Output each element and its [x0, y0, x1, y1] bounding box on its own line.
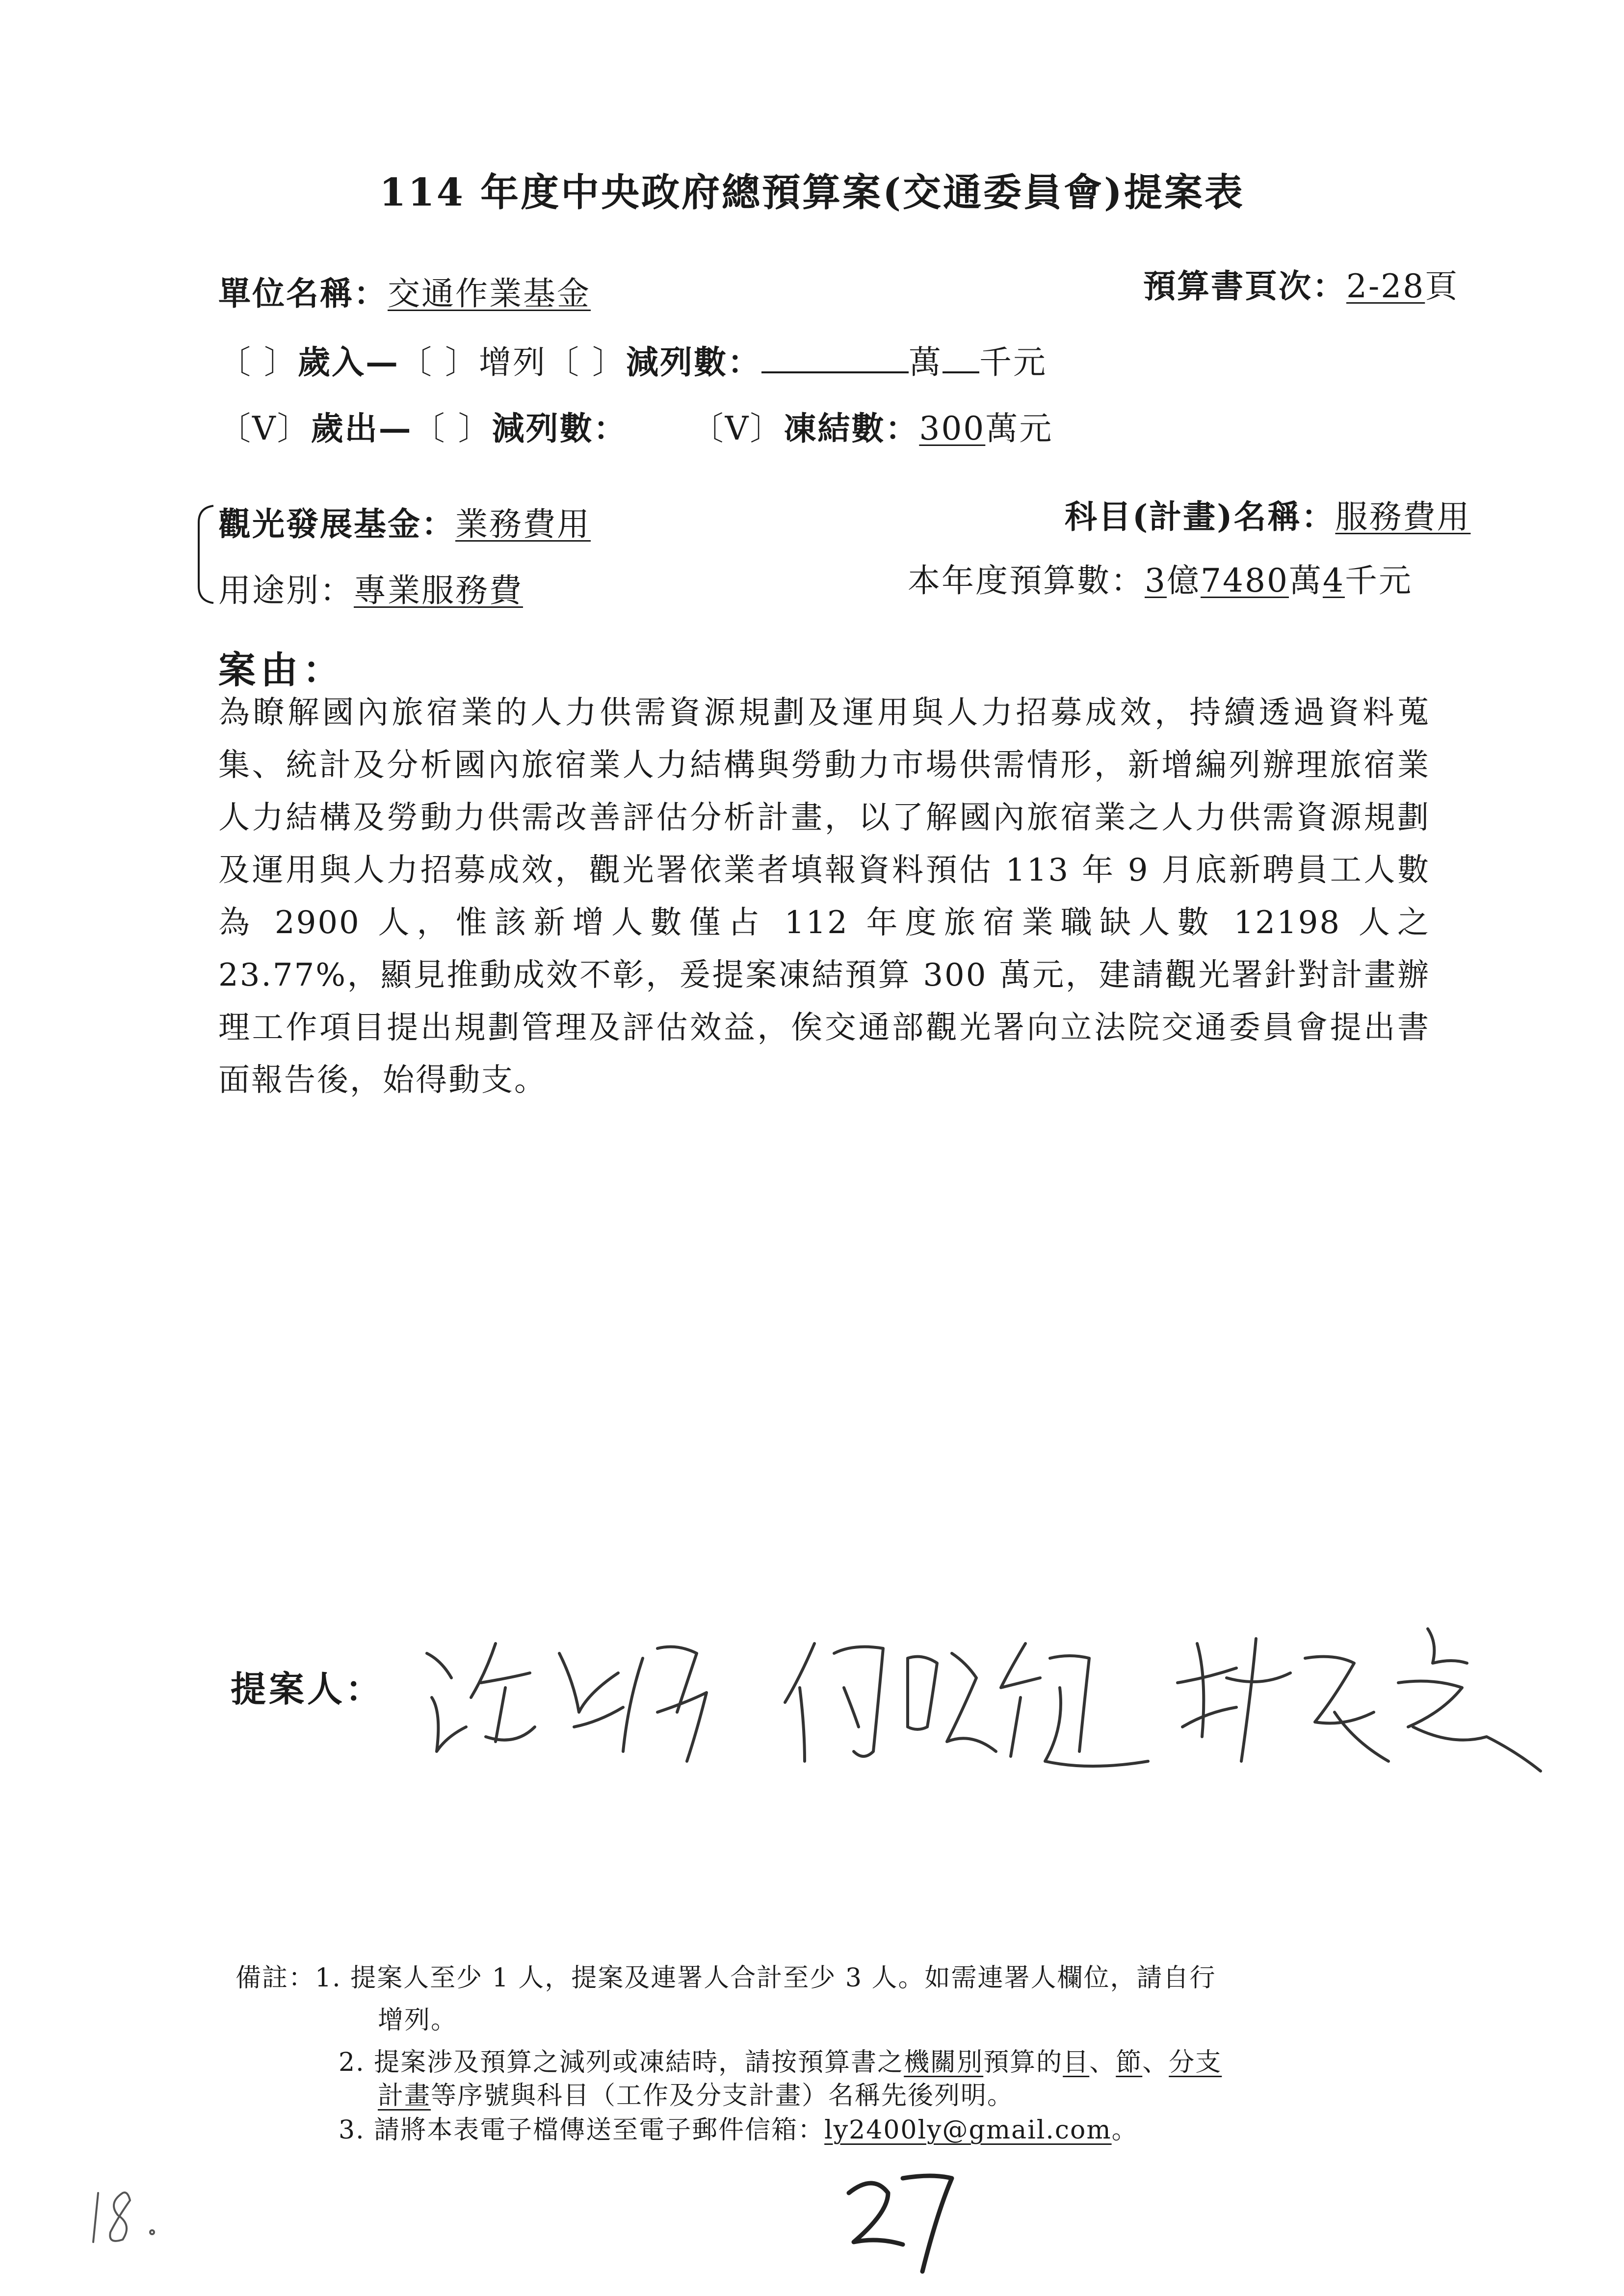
annual-budget-qian: 4: [1322, 562, 1345, 600]
revenue-blank-wan: [761, 367, 909, 373]
annual-budget-row: [908, 554, 1413, 601]
usage-row: [218, 564, 523, 611]
expense-checkbox: 〔V〕: [218, 410, 311, 447]
reason-text: 為瞭解國內旅宿業的人力供需資源規劃及運用與人力招募成效，持續透過資料蒐集、統計及分析國內旅宿業人力結構與勞動力市場供需情形，新增編列辦理旅宿業人力結構及勞動力供需改善評估分析計畫，以了解國內旅宿業之人力供需資源規劃及運用與人力招募成效，觀光署依業者填報資料預估 113 年 9 月底新聘員工人數為 2900 人，惟該新增人數僅占 112 年度旅宿業職缺人數 12198 人之 23.77%，顯見推動成效不彰，爰提案凍結預算 300 萬元，建請觀光署針對計畫辦理工作項目提出規劃管理及評估效益，俟交通部觀光署向立法院交通委員會提出書面報告後，始得動支。: [218, 695, 1430, 1098]
subject-label: 科目(計畫)名稱：: [1065, 497, 1336, 536]
revenue-opt1: 增列: [478, 343, 547, 381]
expense-opt2: 凍結數：: [784, 409, 919, 447]
usage-label: 用途別：: [218, 572, 354, 609]
note-2-text-b: 預算的: [983, 2048, 1063, 2077]
note-2-u-branch: 分支: [1169, 2048, 1222, 2077]
annual-budget-wan-unit: 萬: [1288, 562, 1323, 600]
note-2-sep-1: 、: [1089, 2048, 1116, 2077]
note-1-cont: 增列。: [378, 2006, 458, 2035]
annual-budget-yi-unit: 億: [1167, 562, 1201, 600]
reason-label: 案由：: [218, 648, 345, 692]
note-2-u-agency: 機關別: [904, 2048, 984, 2077]
note-3-end: 。: [1111, 2115, 1138, 2145]
handwritten-page-number: [834, 2159, 962, 2281]
unit-row: [218, 267, 591, 314]
expense-opt1-box: 〔 〕: [412, 410, 492, 447]
subject-row: [1065, 491, 1470, 537]
revenue-label: 歲入—: [297, 343, 399, 381]
note-2-text-a: 2. 提案涉及預算之減列或凍結時，請按預算書之: [339, 2048, 904, 2077]
revenue-unit1: 萬: [908, 343, 943, 381]
fund-value: 業務費用: [455, 505, 591, 543]
revenue-checkbox: 〔 〕: [218, 343, 298, 381]
note-3: [339, 2112, 1138, 2148]
revenue-opt1-box: 〔 〕: [399, 343, 479, 381]
note-2: [339, 2044, 1222, 2081]
expense-opt1: 減列數：: [492, 409, 628, 447]
budget-page-suffix: 頁: [1425, 267, 1459, 305]
budget-page-label: 預算書頁次：: [1143, 267, 1346, 305]
expense-row: [218, 402, 1053, 449]
revenue-opt2-box: 〔 〕: [546, 343, 626, 381]
subject-value: 服務費用: [1335, 498, 1471, 536]
revenue-blank-qian: [943, 367, 979, 373]
annual-budget-yi: 3: [1145, 562, 1167, 600]
annual-budget-qian-unit: 千元: [1344, 562, 1413, 600]
note-2-u-plan: 計畫: [378, 2081, 431, 2111]
freeze-amount: 300: [919, 410, 986, 447]
note-3-text: 3. 請將本表電子檔傳送至電子郵件信箱：: [339, 2115, 825, 2145]
freeze-unit: 萬元: [985, 410, 1053, 447]
signatures-handwritten: [412, 1614, 1555, 1800]
budget-page-row: [1143, 260, 1459, 307]
revenue-unit2: 千元: [979, 343, 1047, 381]
usage-value: 專業服務費: [354, 572, 523, 609]
annual-budget-label: 本年度預算數：: [908, 562, 1145, 600]
annual-budget-wan: 7480: [1201, 562, 1289, 600]
note-2-u-section: 節: [1116, 2048, 1143, 2077]
expense-label: 歲出—: [311, 409, 413, 447]
note-2-text-c: 等序號與科目（工作及分支計畫）名稱先後列明。: [431, 2081, 1014, 2111]
proposer-label: 提案人：: [231, 1668, 384, 1710]
signature-3: [1178, 1629, 1541, 1771]
signature-2: [785, 1644, 1148, 1766]
email-link[interactable]: ly2400ly@gmail.com: [824, 2115, 1112, 2145]
unit-value: 交通作業基金: [388, 275, 591, 313]
handwritten-number-18: [83, 2178, 182, 2257]
notes-label: 備註：: [236, 1963, 315, 1993]
expense-opt2-box: 〔V〕: [691, 410, 784, 447]
note-2-u-item: 目: [1063, 2048, 1090, 2077]
revenue-opt2: 減列數：: [626, 343, 761, 381]
signature-1: [427, 1644, 707, 1761]
note-2-sep-2: 、: [1142, 2048, 1169, 2077]
fund-label: 觀光發展基金：: [218, 505, 455, 543]
fund-row: [218, 498, 591, 545]
note-1: [236, 1960, 1216, 1996]
unit-label: 單位名稱：: [218, 274, 388, 313]
document-title: 114 年度中央政府總預算案(交通委員會)提案表: [379, 170, 1245, 215]
bracket-shape: [194, 503, 218, 606]
budget-page-value: 2-28: [1346, 267, 1425, 305]
note-1-text: 1. 提案人至少 1 人，提案及連署人合計至少 3 人。如需連署人欄位，請自行: [315, 1963, 1216, 1993]
note-2-cont: [378, 2078, 1014, 2114]
revenue-row: [218, 336, 1047, 383]
